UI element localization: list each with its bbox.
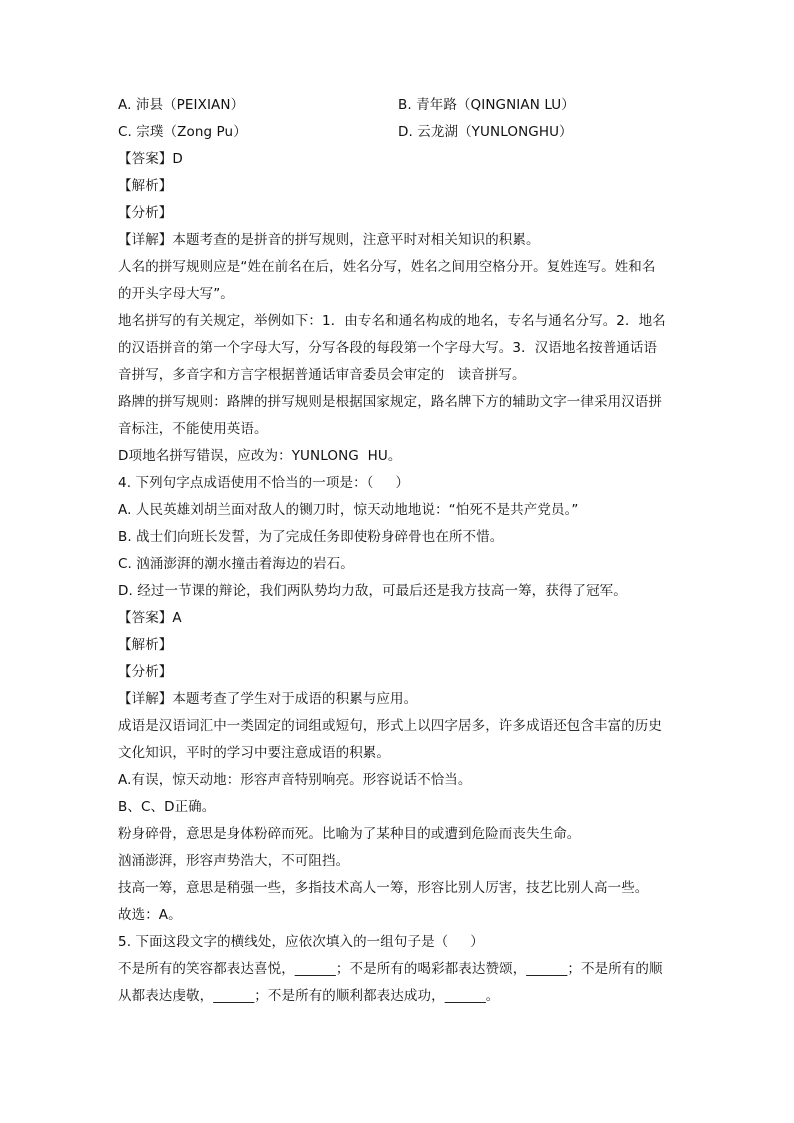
q3-jiexi-heading: 【解析】 bbox=[118, 178, 173, 194]
q5-stem: 5. 下面这段文字的横线处，应依次填入的一组句子是（ ） bbox=[118, 934, 484, 950]
q3-option-d: D. 云龙湖（YUNLONGHU） bbox=[398, 124, 573, 140]
q3-options-row-1 bbox=[118, 92, 678, 119]
q4-paragraph-line: 故选：A。 bbox=[118, 907, 182, 923]
q3-option-a: A. 沛县（PEIXIAN） bbox=[118, 97, 245, 113]
q4-jiexi-heading: 【解析】 bbox=[118, 637, 173, 653]
q3-paragraph-line: 地名拼写的有关规定，举例如下：1．由专名和通名构成的地名，专名与通名分写。2．地名 bbox=[118, 313, 666, 329]
q3-option-c: C. 宗璞（Zong Pu） bbox=[118, 124, 247, 140]
q4-paragraph-line: 技高一筹，意思是稍强一些，多指技术高人一筹，形容比别人厉害，技艺比别人高一些。 bbox=[118, 880, 649, 896]
q4-paragraph-line: B、C、D正确。 bbox=[118, 799, 216, 815]
q4-fenxi-heading: 【分析】 bbox=[118, 664, 173, 680]
q3-paragraph-line: 人名的拼写规则应是“姓在前名在后，姓名分写，姓名之间用空格分开。复姓连写。姓和名 bbox=[118, 259, 656, 275]
q4-answer: 【答案】A bbox=[118, 610, 182, 626]
q3-paragraph-line: D项地名拼写错误，应改为：YUNLONG HU。 bbox=[118, 448, 402, 464]
q3-answer: 【答案】D bbox=[118, 151, 183, 167]
q3-paragraph-line: 的汉语拼音的第一个字母大写，分写各段的每段第一个字母大写。3．汉语地名按普通话语 bbox=[118, 340, 658, 356]
q4-paragraph-line: 文化知识，平时的学习中要注意成语的积累。 bbox=[118, 745, 390, 761]
q3-options-row-2 bbox=[118, 119, 678, 146]
q4-xiangjie: 【详解】本题考查了学生对于成语的积累与应用。 bbox=[118, 691, 418, 707]
q3-xiangjie: 【详解】本题考查的是拼音的拼写规则，注意平时对相关知识的积累。 bbox=[118, 232, 540, 248]
q4-option-a: A. 人民英雄刘胡兰面对敌人的铡刀时，惊天动地地说：“怕死不是共产党员。” bbox=[118, 502, 579, 518]
q3-fenxi-heading: 【分析】 bbox=[118, 205, 173, 221]
q4-paragraph-line: 成语是汉语词汇中一类固定的词组或短句，形式上以四字居多，许多成语还包含丰富的历史 bbox=[118, 718, 662, 734]
q4-paragraph-line: 汹涌澎湃，形容声势浩大，不可阻挡。 bbox=[118, 853, 350, 869]
q3-option-b: B. 青年路（QINGNIAN LU） bbox=[398, 97, 575, 113]
q3-paragraph-line: 路牌的拼写规则：路牌的拼写规则是根据国家规定，路名牌下方的辅助文字一律采用汉语拼 bbox=[118, 394, 662, 410]
q4-paragraph-line: 粉身碎骨，意思是身体粉碎而死。比喻为了某种目的或遭到危险而丧失生命。 bbox=[118, 826, 581, 842]
q5-paragraph-line: 不是所有的笑容都表达喜悦，______；不是所有的喝彩都表达赞颂，______；不是所有的顺 bbox=[118, 961, 663, 977]
q4-option-c: C. 汹涌澎湃的潮水撞击着海边的岩石。 bbox=[118, 556, 354, 572]
q3-paragraph-line: 音标注，不能使用英语。 bbox=[118, 421, 268, 437]
q3-paragraph-line: 的开头字母大写”。 bbox=[118, 286, 234, 302]
q3-paragraph-line: 音拼写，多音字和方言字根据普通话审音委员会审定的 读音拼写。 bbox=[118, 367, 526, 383]
q4-option-d: D. 经过一节课的辩论，我们两队势均力敌，可最后还是我方技高一筹，获得了冠军。 bbox=[118, 583, 627, 599]
document-page bbox=[118, 92, 678, 1010]
q4-stem: 4. 下列句字点成语使用不恰当的一项是：（ ） bbox=[118, 475, 410, 491]
q4-paragraph-line: A.有误，惊天动地：形容声音特别响亮。形容说话不恰当。 bbox=[118, 772, 472, 788]
q4-option-b: B. 战士们向班长发誓，为了完成任务即使粉身碎骨也在所不惜。 bbox=[118, 529, 504, 545]
q5-paragraph-line: 从都表达虔敬，______；不是所有的顺利都表达成功，______。 bbox=[118, 988, 500, 1004]
